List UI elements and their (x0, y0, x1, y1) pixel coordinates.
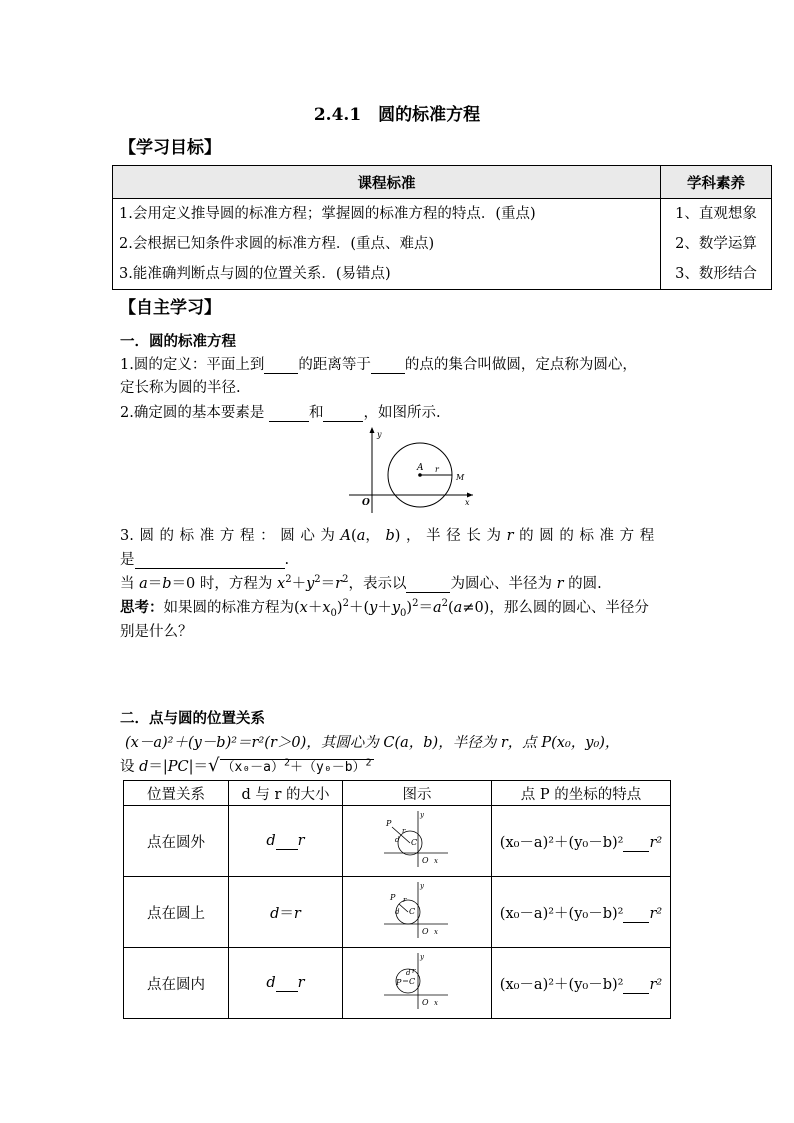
text: |＝ (188, 759, 209, 775)
text: 的距离等于 (298, 357, 371, 373)
rel-figure-cell (343, 806, 492, 877)
math: 2 (285, 574, 292, 586)
text: ) (336, 600, 343, 616)
math: d (266, 832, 276, 849)
math: r² (649, 834, 663, 851)
text: 3. 圆 的 标 准 方 程 ： 圆 心 为 (120, 528, 341, 544)
page-title: 2.4.1 圆的标准方程 (313, 105, 481, 125)
math: d (266, 974, 276, 991)
label-p: P (390, 893, 396, 902)
math: b (385, 528, 395, 544)
text: 是 (120, 552, 135, 568)
label-c: C (409, 977, 416, 986)
math: d (139, 759, 149, 775)
label-r: r (402, 827, 406, 835)
standard-eq-line (120, 524, 654, 545)
math: r (293, 905, 301, 922)
math: y (369, 600, 378, 616)
fig-label-x: x (465, 498, 470, 507)
label-y: y (420, 953, 424, 961)
goal-item: 3.能准确判断点与圆的位置关系．(易错点) (119, 266, 391, 282)
math: 2 (314, 574, 321, 586)
x-axis-arrow (467, 493, 473, 498)
math: d (270, 905, 280, 922)
sqrt-body (220, 759, 374, 775)
text: ，表示以 (348, 576, 407, 592)
think-line-2: 别是什么？ (120, 624, 193, 640)
fig-label-o: O (362, 498, 370, 508)
math: （x₀－a） (221, 760, 285, 775)
text: ＝0 时，方程为 (171, 576, 278, 592)
label-y: y (420, 811, 424, 819)
rel-position: 点在圆外 (124, 806, 229, 877)
math: r² (649, 976, 663, 993)
goal-item: 1.会用定义推导圆的标准方程；掌握圆的标准方程的特点．(重点) (119, 206, 536, 222)
text: 和 (308, 405, 324, 421)
math: r (335, 576, 343, 592)
circle-eq-line: (x－a)²＋(y－b)²＝r²(r＞0)，其圆心为 C(a，b)，半径为 r，点 P(x₀，y₀)， (125, 735, 620, 751)
rel-dr (229, 806, 343, 877)
text: 当 (120, 576, 140, 592)
rel-position: 点在圆上 (124, 877, 229, 948)
text: 如果圆的标准方程为( (163, 600, 300, 616)
math: (x₀－a)²＋(y₀－b)² (499, 905, 624, 922)
blank[interactable] (623, 906, 649, 923)
math: r² (649, 905, 663, 922)
text: ＝ (147, 576, 163, 592)
math: r (297, 974, 305, 991)
label-x: x (434, 857, 438, 865)
mini-figure-outside (382, 809, 452, 869)
table-row (124, 806, 671, 877)
sqrt-symbol: √ (208, 755, 220, 776)
label-r: r (412, 967, 416, 975)
label-d: d (395, 908, 400, 916)
label-p: P (386, 819, 392, 828)
label-o: O (422, 856, 429, 865)
think-label: 思考： (120, 599, 164, 616)
relation-table (123, 780, 671, 1019)
blank[interactable] (276, 833, 298, 850)
literacy-item: 1、直观想象 (675, 206, 757, 222)
definition-line-2: 定长称为圆的半径. (120, 380, 241, 396)
text: ( (351, 528, 357, 544)
label-d: d (395, 836, 400, 844)
math: b (162, 576, 172, 592)
goals-table (112, 165, 772, 290)
literacy-item: 3、数形结合 (675, 266, 757, 282)
math: 2 (284, 757, 291, 769)
math: 2 (365, 757, 372, 769)
label-y: y (420, 882, 424, 890)
blank[interactable] (371, 357, 405, 374)
rel-condition (492, 948, 671, 1019)
blank[interactable] (323, 405, 363, 422)
blank[interactable] (406, 576, 450, 593)
part1-heading: 一．圆的标准方程 (120, 333, 236, 350)
label-p: P (396, 978, 402, 987)
literacy-item: 2、数学运算 (675, 236, 757, 252)
math: PC (167, 759, 189, 775)
math: r (297, 832, 305, 849)
text: ＝ (279, 905, 294, 922)
math: 0 (330, 607, 337, 619)
definition-line (120, 353, 637, 374)
text: ＝| (148, 759, 168, 775)
text: 的点的集合叫做圆，定点称为圆心， (404, 357, 637, 373)
text: ＝ (320, 576, 336, 592)
text: ( (447, 600, 454, 616)
label-d: d (406, 969, 411, 977)
rel-condition (492, 806, 671, 877)
text: ＋( (348, 600, 370, 616)
text: 的 圆 的 标 准 方 程 (513, 528, 655, 544)
math: (x₀－a)²＋(y₀－b)² (499, 834, 624, 851)
rel-dr (229, 948, 343, 1019)
blank[interactable] (269, 405, 309, 422)
fig-label-y: y (377, 430, 382, 439)
y-axis-arrow (370, 427, 375, 433)
origin-case-line (120, 572, 602, 593)
section-self-heading: 【自主学习】 (119, 298, 221, 318)
label-c: C (411, 838, 418, 847)
rel-figure-cell (343, 948, 492, 1019)
text: ＋ (377, 600, 392, 616)
text: ＋ (307, 600, 323, 616)
rel-dr (229, 877, 343, 948)
blank[interactable] (135, 552, 285, 569)
fig-label-a: A (417, 463, 424, 473)
rel-figure-cell (343, 877, 492, 948)
text: ≠0)，那么圆的圆心、半径分 (462, 600, 649, 616)
rel-header: d 与 r 的大小 (229, 781, 343, 806)
table-row (124, 877, 671, 948)
text: ＋ (291, 576, 307, 592)
rel-position: 点在圆内 (124, 948, 229, 1019)
math: a (139, 576, 148, 592)
math: 0 (400, 607, 407, 619)
text: ， (365, 528, 386, 544)
text: . (284, 552, 290, 568)
label-c: C (409, 907, 416, 916)
blank[interactable] (623, 977, 649, 994)
math: 2 (342, 598, 349, 610)
table-row (124, 948, 671, 1019)
math: 2 (441, 598, 448, 610)
blank[interactable] (276, 975, 298, 992)
math: r (556, 576, 564, 592)
math: A (340, 528, 352, 544)
label-x: x (434, 928, 438, 936)
text: ，如图所示. (363, 405, 441, 421)
goals-header-standard: 课程标准 (113, 166, 661, 199)
text: ) ， 半 径 长 为 (394, 528, 507, 544)
mini-figure-on (382, 880, 452, 940)
text: 1.圆的定义：平面上到 (120, 357, 265, 373)
standard-eq-line-2 (120, 548, 289, 569)
circle-figure (345, 425, 475, 515)
math: 2 (412, 598, 419, 610)
math: 2 (342, 574, 349, 586)
elements-line (120, 401, 441, 422)
math: x (322, 600, 331, 616)
rel-header: 点 P 的坐标的特点 (492, 781, 671, 806)
rel-header: 位置关系 (124, 781, 229, 806)
math: y (306, 576, 315, 592)
goals-literacy-cell (661, 199, 772, 290)
mini-figure-inside (382, 951, 452, 1011)
label-x: x (434, 999, 438, 1007)
math: y (391, 600, 401, 616)
goals-standards-cell (113, 199, 661, 290)
part2-heading: 二．点与圆的位置关系 (120, 710, 265, 727)
math: ＋（y₀－b） (290, 760, 366, 775)
math: a (453, 600, 463, 616)
text: 的圆. (563, 576, 602, 592)
rel-condition (492, 877, 671, 948)
distance-line (399, 904, 408, 912)
goal-item: 2.会根据已知条件求圆的标准方程．(重点、难点) (119, 236, 435, 252)
text: ) (406, 600, 413, 616)
text: ＝ (418, 600, 433, 616)
rel-header: 图示 (343, 781, 492, 806)
text: 2.确定圆的基本要素是 (120, 405, 269, 421)
math: x (277, 576, 286, 592)
section-goals-heading: 【学习目标】 (119, 138, 221, 158)
math: (x₀－a)²＋(y₀－b)² (499, 976, 624, 993)
math: r (506, 528, 514, 544)
goals-header-literacy: 学科素养 (661, 166, 772, 199)
label-o: O (422, 927, 429, 936)
math: x (299, 600, 308, 616)
blank[interactable] (623, 835, 649, 852)
text: 为圆心、半径为 (450, 576, 557, 592)
think-line (120, 596, 649, 619)
label-r: r (403, 896, 407, 904)
fig-label-r: r (435, 465, 439, 474)
fig-label-m: M (456, 473, 465, 482)
label-o: O (422, 998, 429, 1007)
distance-line (120, 755, 374, 776)
math: a (432, 600, 442, 616)
blank[interactable] (264, 357, 298, 374)
text: 设 (120, 759, 140, 775)
math: a (356, 528, 366, 544)
